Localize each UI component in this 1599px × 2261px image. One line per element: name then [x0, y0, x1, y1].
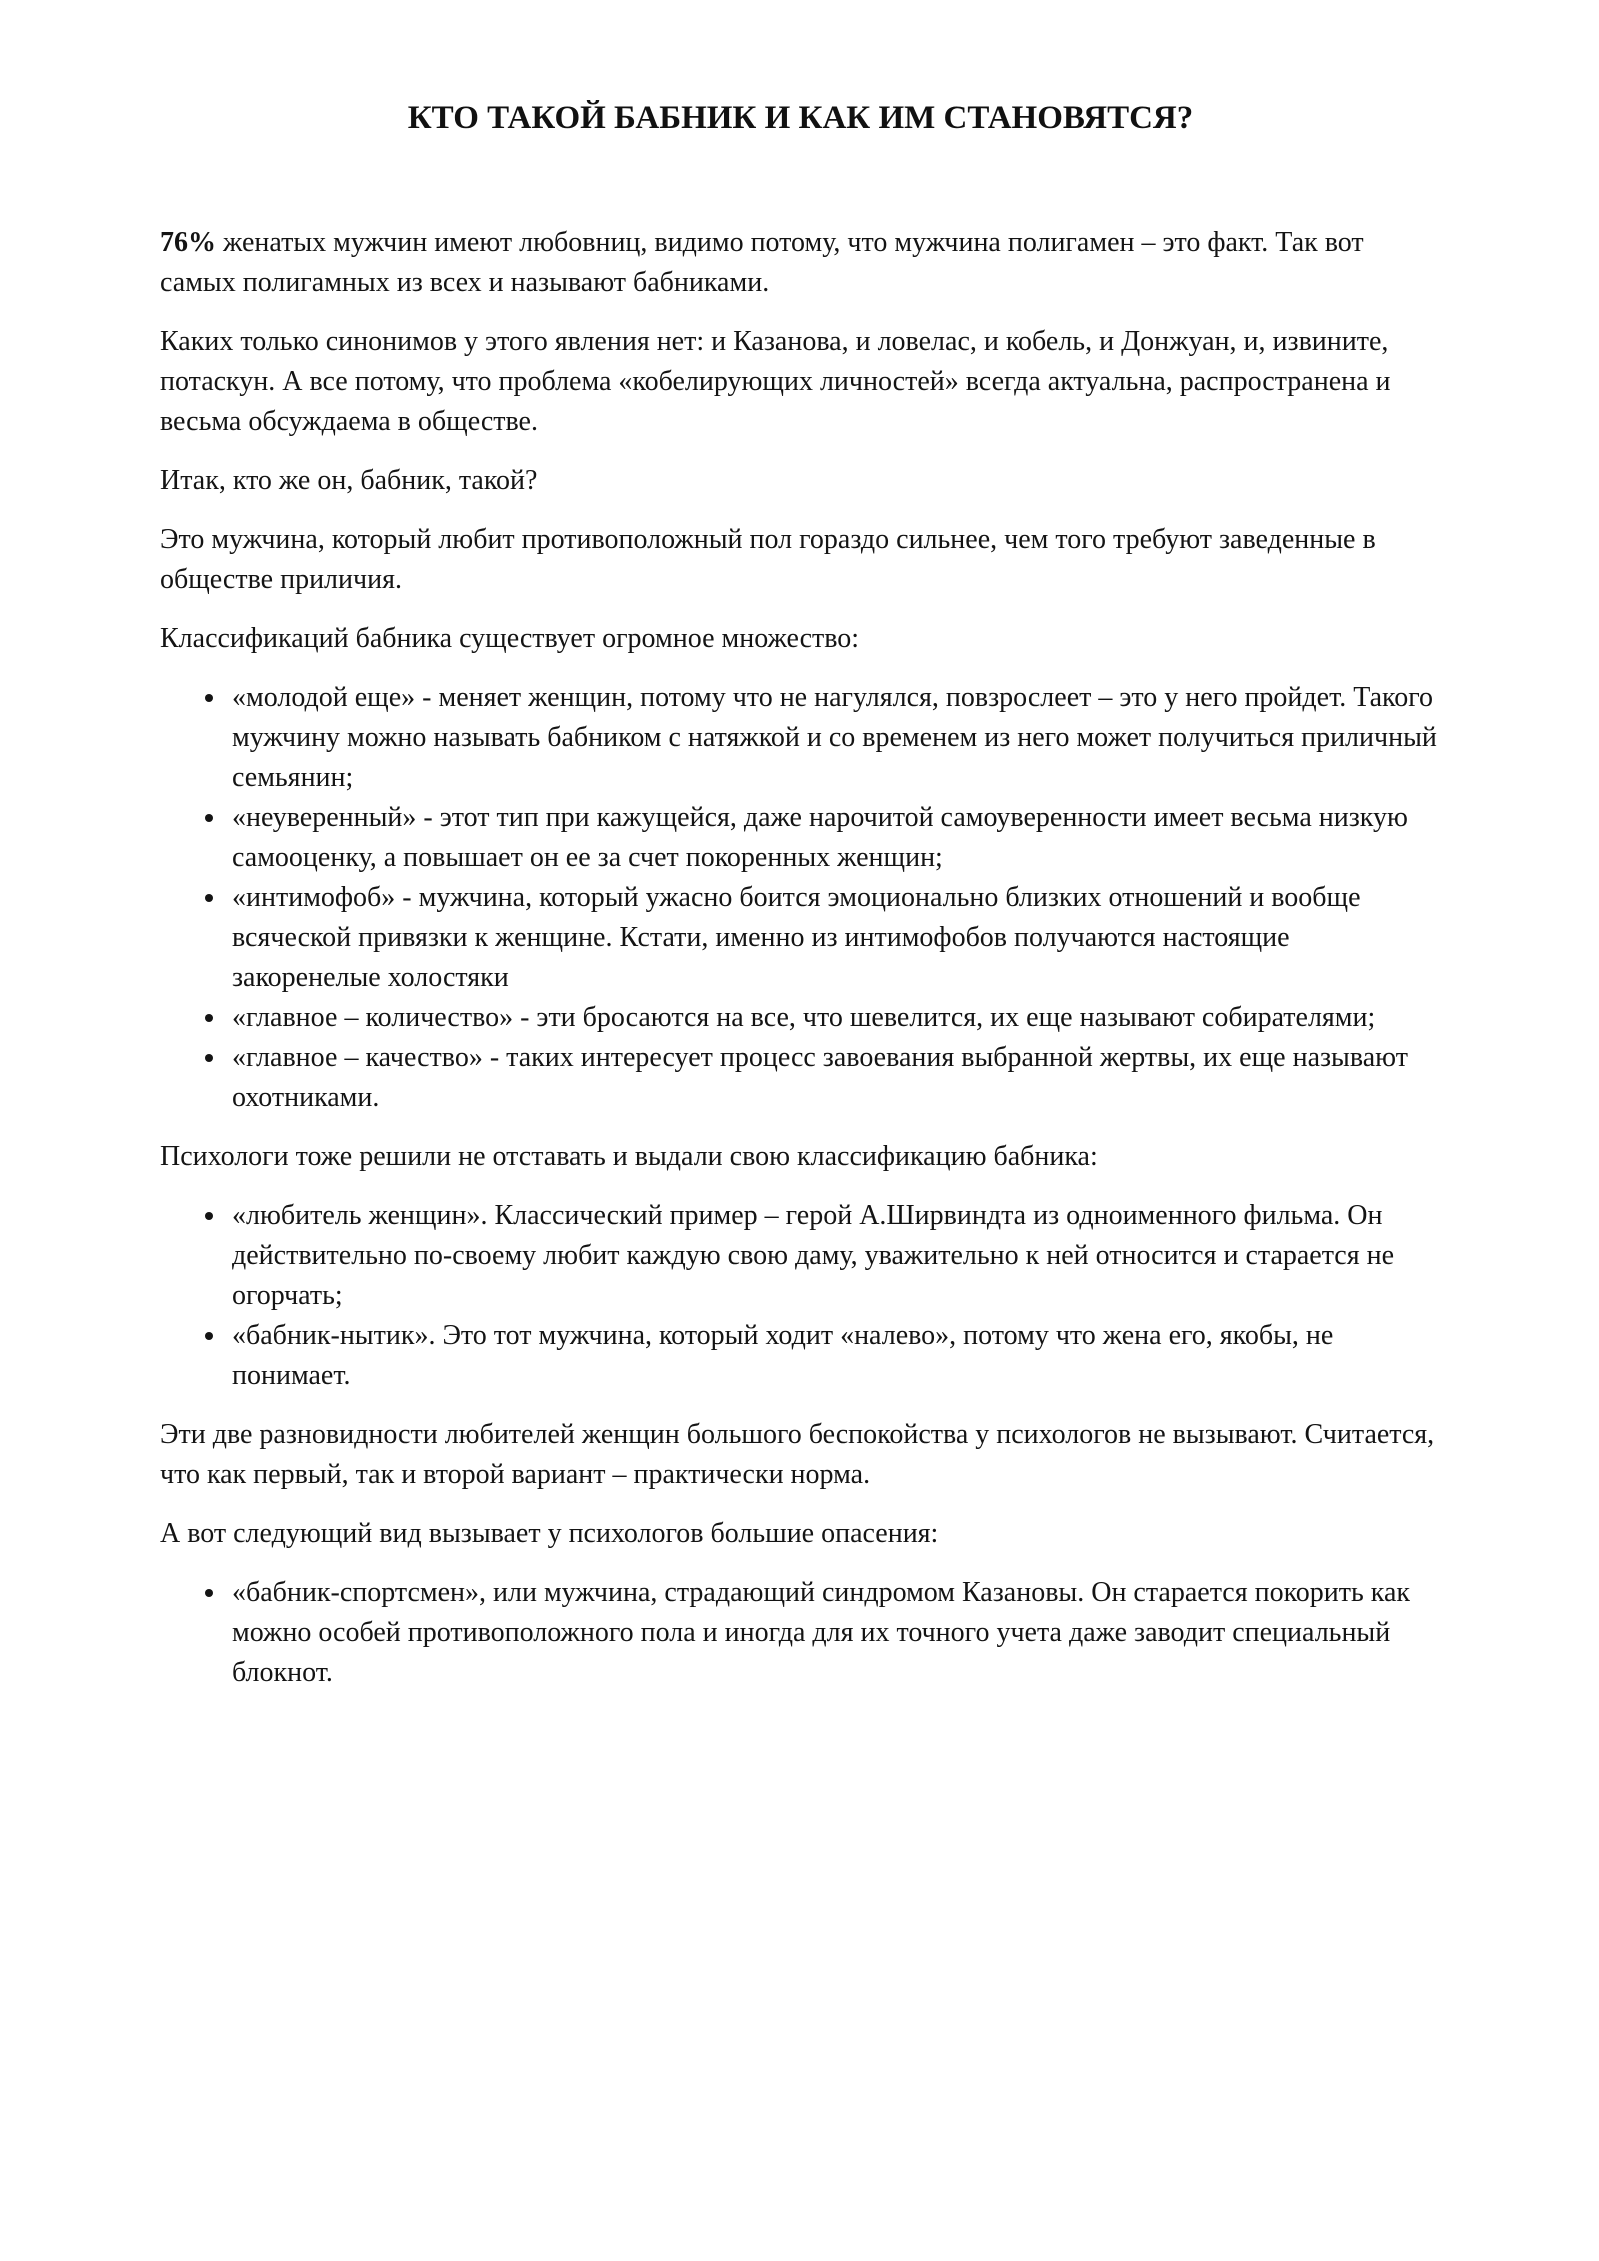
paragraph-psychologists-intro: Психологи тоже решили не отставать и выдали свою классификацию бабника: — [160, 1141, 1098, 1173]
paragraph-warning-intro: А вот следующий вид вызывает у психологов большие опасения: — [160, 1518, 939, 1550]
paragraph-two-kinds: Эти две разновидности любителей женщин большого беспокойства у психологов не вызывают. Считается, что как первый, так и второй вариант – практически норма. — [160, 1419, 1435, 1491]
paragraph-statistic — [160, 223, 1441, 303]
warning-list — [160, 1573, 1441, 1693]
paragraph-classification-intro: Классификаций бабника существует огромное множество: — [160, 623, 860, 655]
paragraph-question: Итак, кто же он, бабник, такой? — [160, 465, 538, 497]
paragraph-definition: Это мужчина, который любит противоположный пол гораздо сильнее, чем того требуют заведенные в обществе приличия. — [160, 524, 1376, 596]
list-item: • «молодой еще» - меняет женщин, потому что не нагулялся, повзрослеет – это у него пройдет. Такого мужчину можно называть бабником с натяжкой и со временем из него может получиться приличный семьянин; — [228, 678, 1441, 798]
list-item: • «бабник-нытик». Это тот мужчина, который ходит «налево», потому что жена его, якобы, не понимает. — [228, 1316, 1441, 1396]
paragraph-statistic-text: женатых мужчин имеют любовниц, видимо потому, что мужчина полигамен – это факт. Так вот самых полигамных из всех и называют бабниками. — [160, 227, 1364, 299]
list-item: • «главное – количество» - эти бросаются на все, что шевелится, их еще называют собирателями; — [228, 998, 1441, 1038]
list-item: • «главное – качество» - таких интересует процесс завоевания выбранной жертвы, их еще называют охотниками. — [228, 1038, 1441, 1118]
list-item: • «бабник-спортсмен», или мужчина, страдающий синдромом Казановы. Он старается покорить как можно особей противоположного пола и иногда для их точного учета даже заводит специальный блокнот. — [228, 1573, 1441, 1693]
psychologists-list — [160, 1196, 1441, 1396]
list-item: • «неуверенный» - этот тип при кажущейся, даже нарочитой самоуверенности имеет весьма низкую самооценку, а повышает он ее за счет покоренных женщин; — [228, 798, 1441, 878]
list-item: • «интимофоб» - мужчина, который ужасно боится эмоционально близких отношений и вообще всяческой привязки к женщине. Кстати, именно из интимофобов получаются настоящие закоренелые холостяки — [228, 878, 1441, 998]
document-title: КТО ТАКОЙ БАБНИК И КАК ИМ СТАНОВЯТСЯ? — [407, 100, 1194, 136]
list-item: • «любитель женщин». Классический пример – герой А.Ширвиндта из одноименного фильма. Он действительно по-своему любит каждую свою даму, уважительно к ней относится и старается не огорчать; — [228, 1196, 1441, 1316]
classification-list — [160, 678, 1441, 1118]
paragraph-synonyms: Каких только синонимов у этого явления нет: и Казанова, и ловелас, и кобель, и Донжуан, и, извините, потаскун. А все потому, что проблема «кобелирующих личностей» всегда актуальна, распространена и весьма обсуждаема в обществе. — [160, 326, 1391, 438]
bold-statistic: 76% — [160, 227, 216, 259]
